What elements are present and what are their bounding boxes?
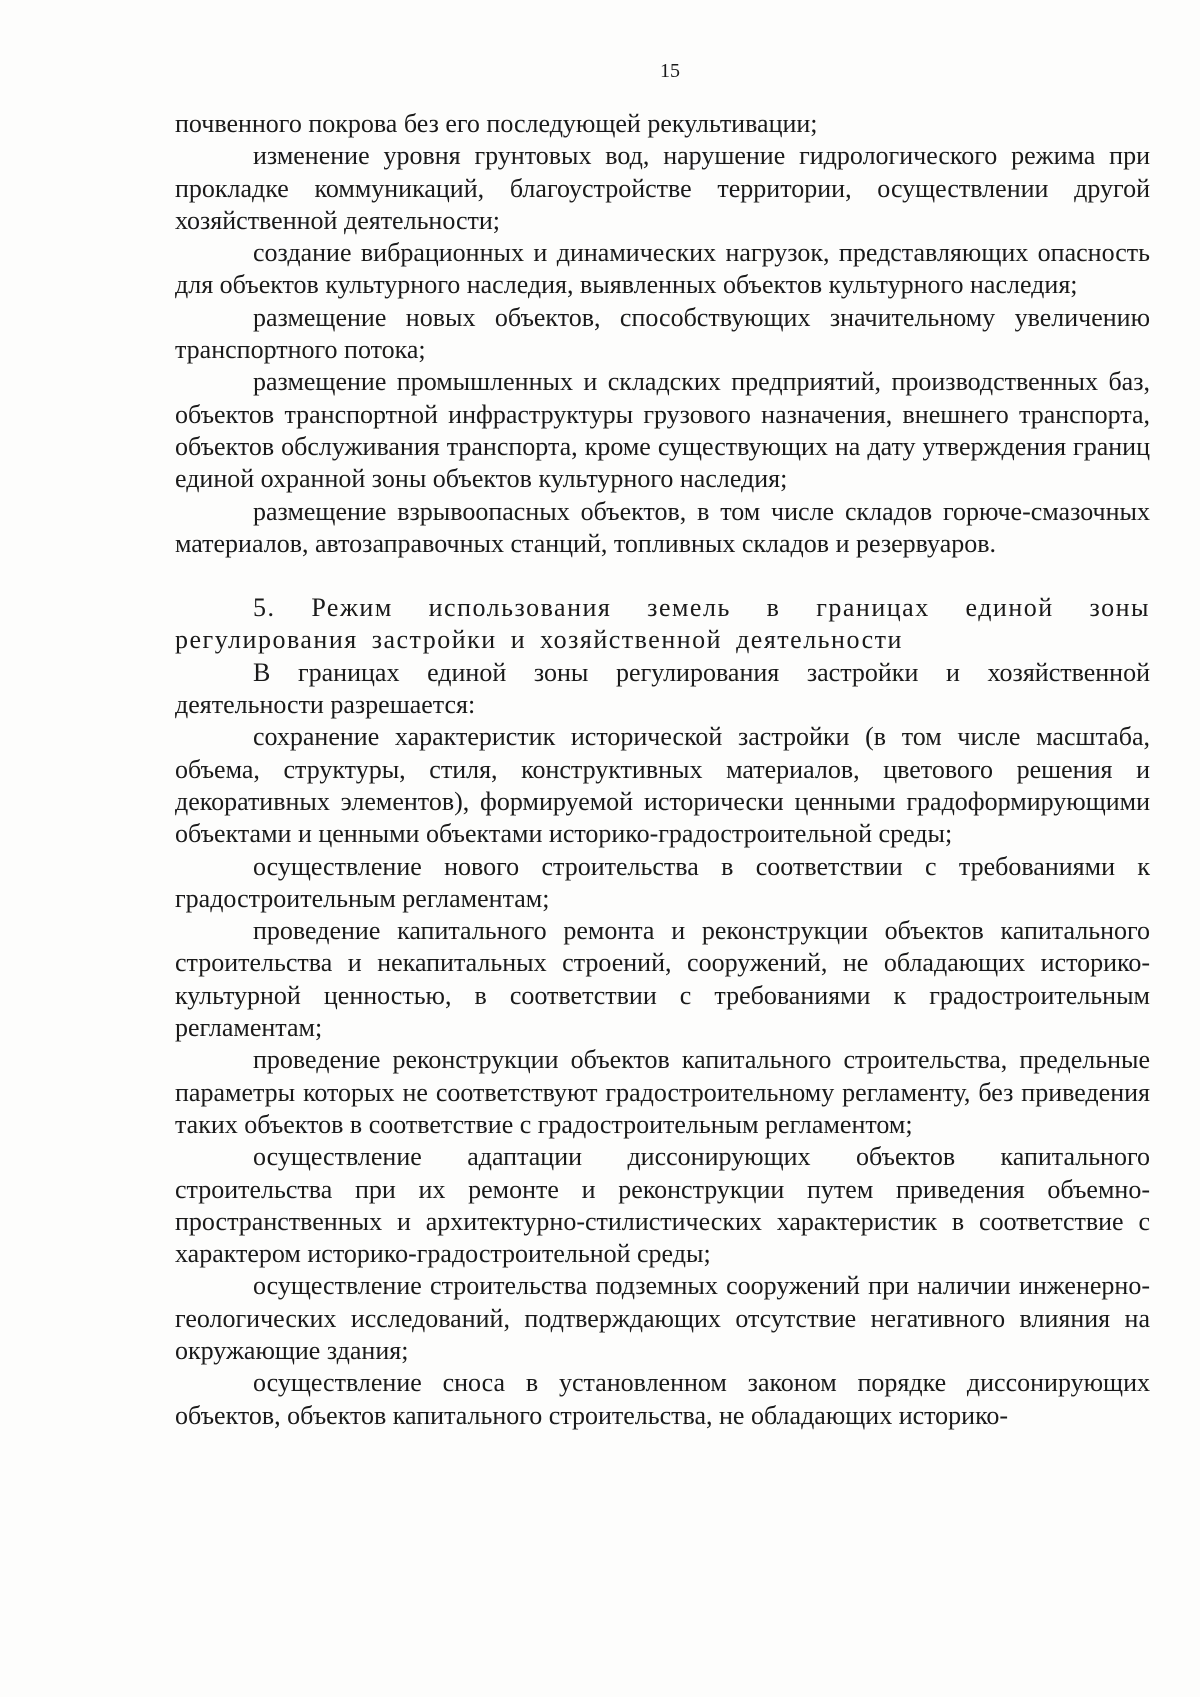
list-item: проведение капитального ремонта и реконструкции объектов капитального строительства и некапитальных строений, сооружений, не обладающих историко-культурной ценностью, в соответствии с требованиями к градостроительным регламентам; xyxy=(175,916,1150,1043)
section-intro: В границах единой зоны регулирования застройки и хозяйственной деятельности разрешается: xyxy=(175,657,1150,720)
list-item: осуществление сноса в установленном законом порядке диссонирующих объектов, объектов капитального строительства, не обладающих историко- xyxy=(175,1368,1150,1430)
paragraph: изменение уровня грунтовых вод, нарушение гидрологического режима при прокладке коммуникаций, благоустройстве территории, осуществлении другой хозяйственной деятельности; xyxy=(175,141,1150,235)
list-item: осуществление строительства подземных сооружений при наличии инженерно-геологических исследований, подтверждающих отсутствие негативного влияния на окружающие здания; xyxy=(175,1271,1150,1365)
paragraph: размещение взрывоопасных объектов, в том числе складов горюче-смазочных материалов, автозаправочных станций, топливных складов и резервуаров. xyxy=(175,496,1150,558)
paragraph: создание вибрационных и динамических нагрузок, представляющих опасность для объектов культурного наследия, выявленных объектов культурного наследия; xyxy=(175,238,1150,300)
section-heading: 5. Режим использования земель в границах единой зоны регулирования застройки и хозяйственной деятельности xyxy=(175,593,1150,655)
page-number: 15 xyxy=(660,60,680,82)
list-item: сохранение характеристик исторической застройки (в том числе масштаба, объема, структуры, стиля, конструктивных материалов, цветового решения и декоративных элементов), формируемой исторически ценными градоформирующими объектами и ценными объектами историко-градостроительной среды; xyxy=(175,722,1150,849)
list-item: проведение реконструкции объектов капитального строительства, предельные параметры которых не соответствуют градостроительному регламенту, без приведения таких объектов в соответствие с градостроительным регламентом; xyxy=(175,1045,1150,1139)
list-item: осуществление нового строительства в соответствии с требованиями к градостроительным регламентам; xyxy=(175,851,1150,913)
document-body xyxy=(175,108,1150,1432)
paragraph: размещение промышленных и складских предприятий, производственных баз, объектов транспортной инфраструктуры грузового назначения, внешнего транспорта, объектов обслуживания транспорта, кроме существующих на дату утверждения границ единой охранной зоны объектов культурного наследия; xyxy=(175,367,1150,494)
paragraph: размещение новых объектов, способствующих значительному увеличению транспортного потока; xyxy=(175,302,1150,365)
list-item: осуществление адаптации диссонирующих объектов капитального строительства при их ремонте и реконструкции путем приведения объемно-пространственных и архитектурно-стилистических характеристик в соответствие с характером историко-градостроительной среды; xyxy=(175,1142,1150,1269)
paragraph-continuation: почвенного покрова без его последующей рекультивации; xyxy=(175,109,818,138)
